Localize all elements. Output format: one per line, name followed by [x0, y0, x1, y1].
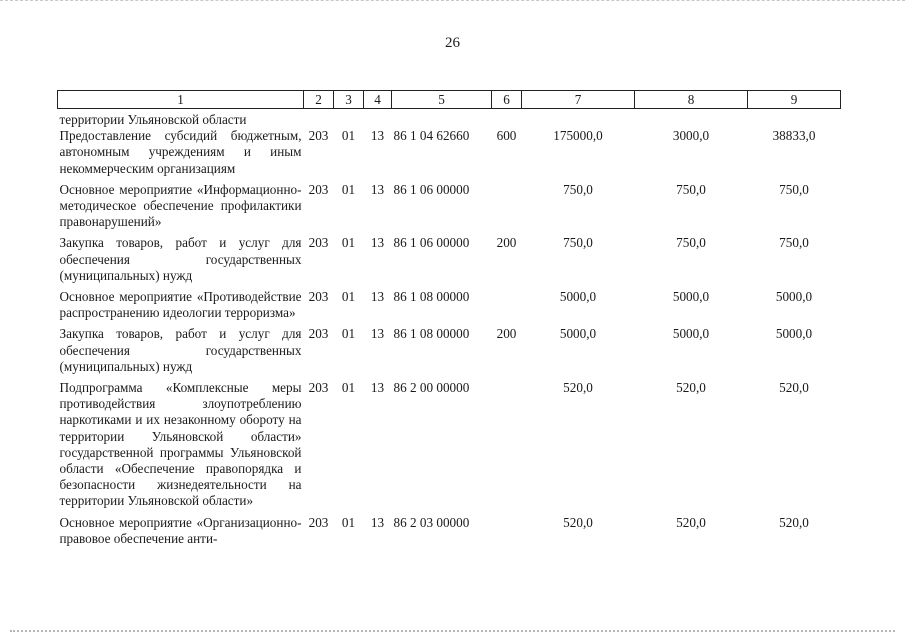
row-section: 01 [341, 289, 356, 305]
column-header: 4 [364, 91, 392, 109]
row-section: 01 [341, 380, 356, 396]
row-expense-type [492, 289, 522, 326]
scan-edge-divider [10, 630, 895, 632]
table-row [58, 235, 841, 289]
row-subsection: 13 [370, 326, 385, 342]
column-header: 8 [635, 91, 748, 109]
row-section: 01 [341, 514, 356, 530]
row-target-article: 86 1 06 00000 [393, 181, 470, 197]
column-header: 7 [522, 91, 635, 109]
row-value-1: 175000,0 [553, 128, 603, 144]
row-value-3: 520,0 [779, 380, 809, 396]
row-value-2: 520,0 [676, 380, 706, 396]
budget-table [57, 90, 841, 552]
row-expense-type [492, 380, 522, 515]
row-value-2: 750,0 [676, 235, 706, 251]
row-value-3: 5000,0 [775, 289, 813, 305]
row-value-2: 5000,0 [672, 289, 710, 305]
row-code: 203 [308, 514, 329, 530]
row-code: 203 [308, 380, 329, 396]
row-section: 01 [341, 128, 356, 144]
row-value-2: 3000,0 [672, 128, 710, 144]
row-value-2: 5000,0 [672, 326, 710, 342]
row-name: Закупка товаров, работ и услуг для обеспечения государственных (муниципальных) нужд [59, 326, 302, 374]
row-value-1: 520,0 [563, 514, 593, 530]
table-row [58, 182, 841, 236]
row-value-3: 750,0 [779, 235, 809, 251]
row-target-article: 86 1 08 00000 [393, 326, 470, 342]
continuation-text: территории Ульяновской области [59, 112, 247, 127]
column-header: 3 [334, 91, 364, 109]
row-value-2: 750,0 [676, 181, 706, 197]
row-value-1: 750,0 [563, 235, 593, 251]
row-value-1: 5000,0 [559, 289, 597, 305]
row-target-article: 86 1 04 62660 [393, 128, 470, 144]
column-header: 9 [748, 91, 841, 109]
row-name: Подпрограмма «Комплексные меры противодействия злоупотреблению наркотиками и их незаконному обороту на территории Ульяновской области» государственной программы Ульяновской области «Обеспечение правопорядка и безопасности жизнедеятельности на территории Ульяновской области» [59, 380, 302, 509]
row-target-article: 86 1 08 00000 [393, 289, 470, 305]
table-header [58, 91, 841, 109]
row-value-1: 5000,0 [559, 326, 597, 342]
row-expense-type: 200 [496, 326, 517, 342]
row-expense-type [492, 182, 522, 236]
row-target-article: 86 2 03 00000 [393, 514, 470, 530]
row-subsection: 13 [370, 235, 385, 251]
row-code: 203 [308, 128, 329, 144]
row-name: Основное мероприятие «Информационно-методическое обеспечение профилактики правонарушений» [59, 181, 302, 230]
row-expense-type [492, 515, 522, 552]
row-subsection: 13 [370, 289, 385, 305]
row-name: Основное мероприятие «Противодействие распространению идеологии терроризма» [59, 289, 302, 321]
row-section: 01 [341, 235, 356, 251]
row-value-3: 38833,0 [772, 128, 816, 144]
row-subsection: 13 [370, 514, 385, 530]
row-code: 203 [308, 235, 329, 251]
table-row [58, 380, 841, 515]
table-body [58, 109, 841, 553]
row-value-3: 5000,0 [775, 326, 813, 342]
row-subsection: 13 [370, 380, 385, 396]
column-header: 2 [304, 91, 334, 109]
row-code: 203 [308, 326, 329, 342]
row-section: 01 [341, 326, 356, 342]
table-row [58, 289, 841, 326]
row-value-1: 520,0 [563, 380, 593, 396]
row-target-article: 86 1 06 00000 [393, 235, 470, 251]
row-section: 01 [341, 181, 356, 197]
row-target-article: 86 2 00 00000 [393, 380, 470, 396]
row-expense-type: 200 [496, 235, 517, 251]
row-value-2: 520,0 [676, 514, 706, 530]
row-code: 203 [308, 289, 329, 305]
row-value-3: 750,0 [779, 181, 809, 197]
row-subsection: 13 [370, 181, 385, 197]
page-number: 26 [445, 35, 460, 51]
row-code: 203 [308, 181, 329, 197]
row-name: Основное мероприятие «Организационно-правовое обеспечение анти- [59, 514, 302, 546]
table-row [58, 128, 841, 182]
column-header: 5 [392, 91, 492, 109]
column-header: 1 [58, 91, 304, 109]
row-name: Закупка товаров, работ и услуг для обеспечения государственных (муниципальных) нужд [59, 235, 302, 283]
row-value-1: 750,0 [563, 181, 593, 197]
row-name: Предоставление субсидий бюджетным, автономным учреждениям и иным некоммерческим организациям [59, 128, 302, 176]
table-row-continuation [58, 109, 841, 129]
row-expense-type: 600 [496, 128, 517, 144]
row-subsection: 13 [370, 128, 385, 144]
column-header: 6 [492, 91, 522, 109]
table-row [58, 515, 841, 552]
table-row [58, 326, 841, 380]
row-value-3: 520,0 [779, 514, 809, 530]
